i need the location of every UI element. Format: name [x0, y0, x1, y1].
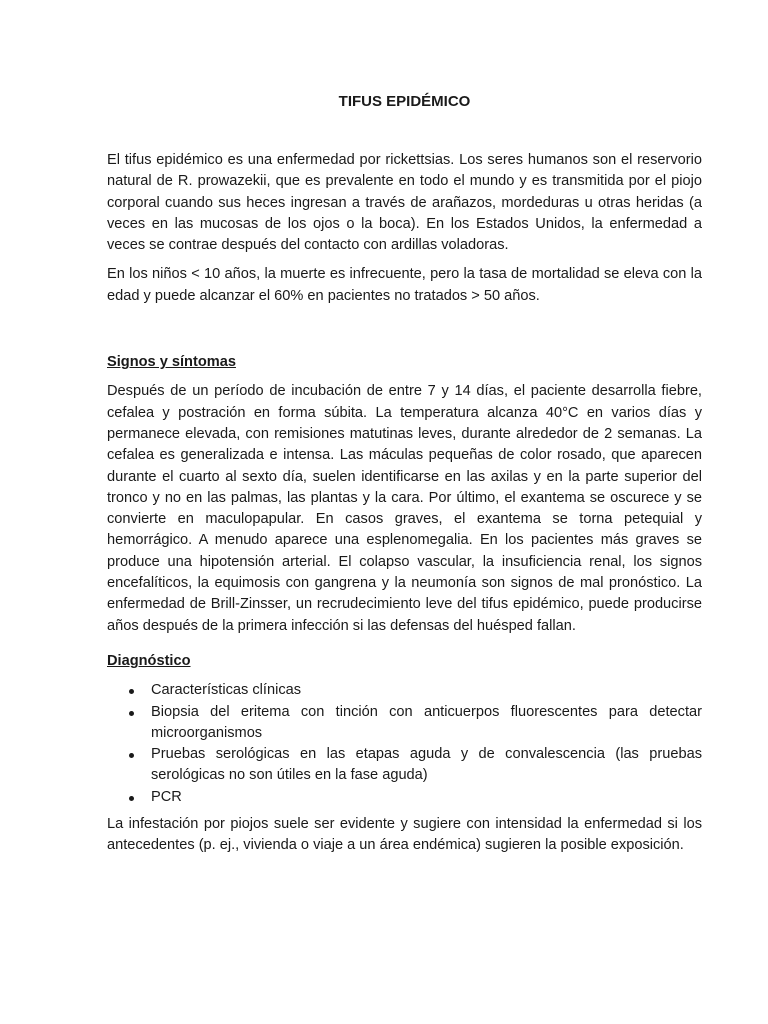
- intro-paragraph-1: El tifus epidémico es una enfermedad por rickettsias. Los seres humanos son el reservorio natural de R. prowazekii, que es prevalente en todo el mundo y es transmitida por el piojo corporal cuando sus heces ingresan a través de arañazos, mordeduras u otras heridas (a veces en las mucosas de los ojos o la boca). En los Estados Unidos, la enfermedad a veces se contrae después del contacto con ardillas voladoras.: [107, 152, 702, 254]
- list-item: [107, 702, 702, 745]
- list-item-text: Características clínicas: [151, 682, 302, 699]
- list-item-text: PCR: [151, 788, 182, 805]
- bullet-icon: [129, 796, 134, 801]
- list-item-text: Pruebas serológicas en las etapas aguda y de convalescencia (las pruebas serológicas no son útiles en la fase aguda): [151, 746, 702, 784]
- bullet-icon: [129, 689, 134, 694]
- intro-paragraph-2: En los niños < 10 años, la muerte es infrecuente, pero la tasa de mortalidad se eleva con la edad y puede alcanzar el 60% en pacientes no tratados > 50 años.: [107, 266, 702, 304]
- list-item: [107, 787, 702, 808]
- document-title: TIFUS EPIDÉMICO: [338, 93, 471, 110]
- document-page: [107, 91, 702, 865]
- section-heading-signos: Signos y síntomas: [107, 354, 236, 371]
- section-heading-diagnostico: Diagnóstico: [107, 652, 191, 669]
- bullet-icon: [129, 753, 134, 758]
- list-item-text: Biopsia del eritema con tinción con anticuerpos fluorescentes para detectar microorganismos: [151, 703, 702, 741]
- list-item: [107, 744, 702, 787]
- diagnostico-list: [107, 680, 702, 808]
- bullet-icon: [129, 711, 134, 716]
- diagnostico-closing-paragraph: La infestación por piojos suele ser evidente y sugiere con intensidad la enfermedad si los antecedentes (p. ej., vivienda o viaje a un área endémica) sugieren la posible exposición.: [107, 816, 702, 854]
- list-item: [107, 680, 702, 701]
- signos-paragraph: Después de un período de incubación de entre 7 y 14 días, el paciente desarrolla fiebre, cefalea y postración en forma súbita. La temperatura alcanza 40°C en varios días y permanece elevada, con remisiones matutinas leves, durante alrededor de 2 semanas. La cefalea es generalizada e intensa. Las máculas pequeñas de color rosado, que aparecen durante el cuarto al sexto día, suelen identificarse en las axilas y en la parte superior del tronco y no en las palmas, las plantas y la cara. Por último, el exantema se oscurece y se convierte en maculopapular. En casos graves, el exantema se torna petequial y hemorrágico. A menudo aparece una esplenomegalia. En los pacientes más graves se produce una hipotensión arterial. El colapso vascular, la insuficiencia renal, los signos encefalíticos, la equimosis con gangrena y la neumonía son signos de mal pronóstico. La enfermedad de Brill-Zinsser, un recrudecimiento leve del tifus epidémico, puede producirse años después de la primera infección si las defensas del huésped fallan.: [107, 383, 702, 634]
